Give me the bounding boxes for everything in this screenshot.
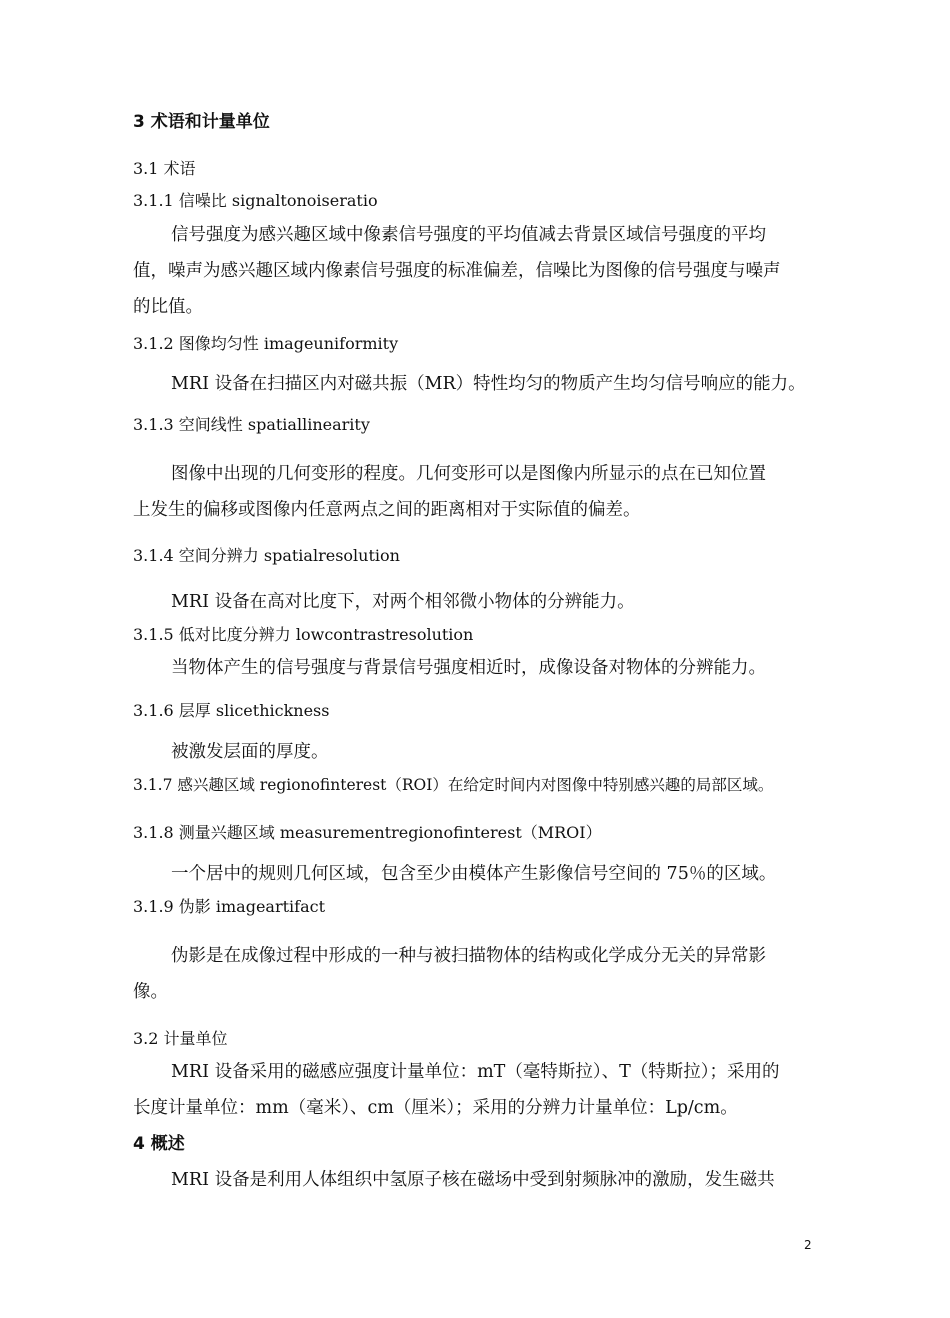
- paragraph-line: 上发生的偏移或图像内任意两点之间的距离相对于实际值的偏差。: [133, 500, 641, 520]
- term-heading-3-1-1: 3.1.1 信噪比 signaltonoiseratio: [133, 191, 378, 210]
- paragraph-line: 一个居中的规则几何区域，包含至少由模体产生影像信号空间的 75％的区域。: [171, 864, 777, 884]
- term-heading-3-1-7: 3.1.7 感兴趣区域 regionofinterest（ROI）在给定时间内对图像中特别感兴趣的局部区域。: [133, 776, 774, 794]
- page-number: 2: [804, 1238, 812, 1252]
- paragraph-line: MRI 设备是利用人体组织中氢原子核在磁场中受到射频脉冲的激励，发生磁共: [171, 1170, 775, 1190]
- term-heading-3-1-8: 3.1.8 测量兴趣区域 measurementregionofinterest（MROI）: [133, 823, 602, 842]
- paragraph-line: 的比值。: [133, 297, 203, 317]
- term-heading-3-1-4: 3.1.4 空间分辨力 spatialresolution: [133, 546, 400, 565]
- paragraph-line: 信号强度为感兴趣区域中像素信号强度的平均值减去背景区域信号强度的平均: [171, 225, 766, 245]
- paragraph-line: 长度计量单位：mm（毫米）、cm（厘米）；采用的分辨力计量单位：Lp/cm。: [133, 1098, 738, 1118]
- paragraph-line: MRI 设备在高对比度下，对两个相邻微小物体的分辨能力。: [171, 592, 635, 612]
- paragraph-line: 值，噪声为感兴趣区域内像素信号强度的标准偏差，信噪比为图像的信号强度与噪声: [133, 261, 781, 281]
- paragraph-line: 当物体产生的信号强度与背景信号强度相近时，成像设备对物体的分辨能力。: [171, 658, 766, 678]
- term-heading-3-1-5: 3.1.5 低对比度分辨力 lowcontrastresolution: [133, 625, 474, 644]
- paragraph-line: 被激发层面的厚度。: [171, 742, 329, 762]
- paragraph-line: MRI 设备采用的磁感应强度计量单位：mT（毫特斯拉）、T（特斯拉）；采用的: [171, 1062, 780, 1082]
- subsection-heading-3-1: 3.1 术语: [133, 159, 196, 178]
- paragraph-line: 伪影是在成像过程中形成的一种与被扫描物体的结构或化学成分无关的异常影: [171, 946, 766, 966]
- term-heading-3-1-2: 3.1.2 图像均匀性 imageuniformity: [133, 334, 399, 353]
- term-heading-3-1-9: 3.1.9 伪影 imageartifact: [133, 897, 326, 916]
- paragraph-line: 图像中出现的几何变形的程度。几何变形可以是图像内所显示的点在已知位置: [171, 464, 766, 484]
- subsection-heading-3-2: 3.2 计量单位: [133, 1029, 228, 1048]
- term-heading-3-1-3: 3.1.3 空间线性 spatiallinearity: [133, 415, 370, 434]
- paragraph-line: 像。: [133, 982, 168, 1002]
- term-heading-3-1-6: 3.1.6 层厚 slicethickness: [133, 701, 330, 720]
- section-heading-4: 4 概述: [133, 1134, 185, 1154]
- paragraph-line: MRI 设备在扫描区内对磁共振（MR）特性均匀的物质产生均匀信号响应的能力。: [171, 374, 806, 394]
- section-heading-3: 3 术语和计量单位: [133, 112, 270, 132]
